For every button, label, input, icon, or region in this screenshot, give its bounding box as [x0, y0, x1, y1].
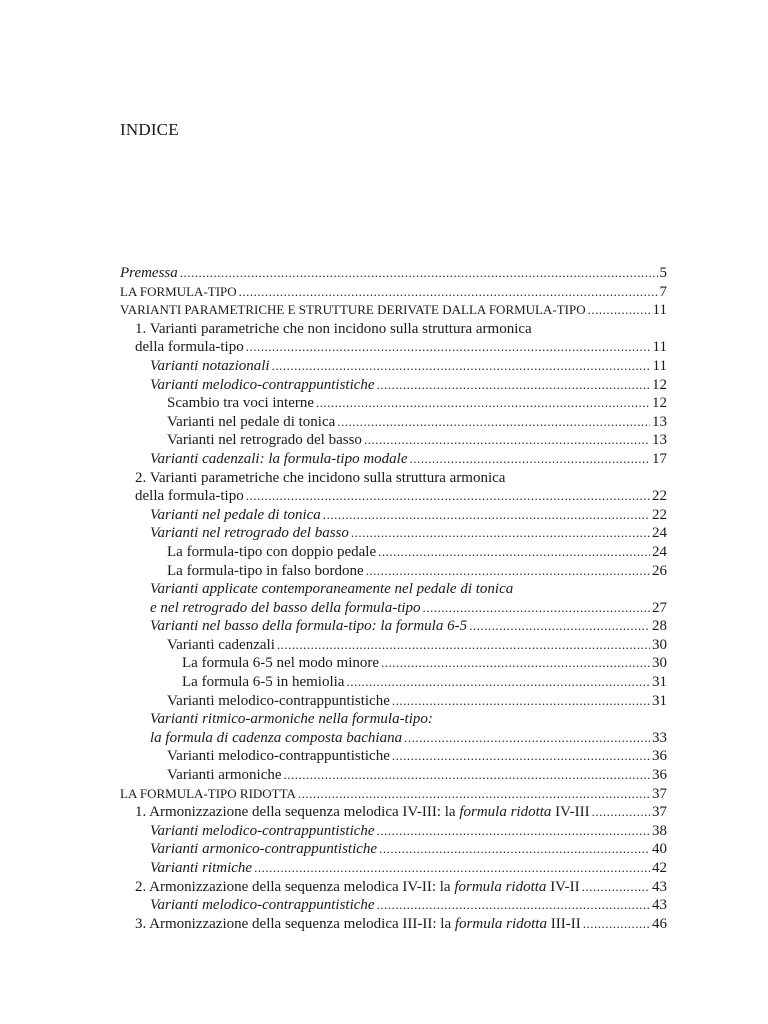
toc-entry-title-part: 2. Armonizzazione della sequenza melodica IV-II: la [135, 878, 455, 895]
toc-entry[interactable] [120, 506, 667, 525]
dot-leader [351, 524, 650, 543]
toc-page-number: 30 [652, 636, 667, 653]
toc-entry-title [167, 431, 362, 450]
toc-entry-title [150, 599, 421, 618]
dot-leader [254, 859, 650, 878]
toc-entry-title [150, 450, 407, 469]
dot-leader [246, 338, 651, 357]
toc-entry[interactable] [120, 320, 667, 339]
toc-entry-title [167, 636, 275, 655]
toc-entry[interactable] [120, 896, 667, 915]
toc-page-number: 38 [652, 822, 667, 839]
toc-entry-title [167, 692, 390, 711]
toc-entry[interactable] [120, 301, 667, 320]
toc-entry[interactable] [120, 450, 667, 469]
toc-entry-title [135, 915, 581, 934]
toc-entry-title [135, 338, 244, 357]
toc-entry[interactable] [120, 431, 667, 450]
toc-entry[interactable] [120, 413, 667, 432]
toc-entry-title [150, 896, 375, 915]
toc-page-number: 43 [652, 878, 667, 895]
toc-entry-title-part: Varianti cadenzali: la formula-tipo modale [150, 450, 408, 467]
toc-page-number: 37 [652, 785, 667, 802]
toc-entry-title [167, 394, 314, 413]
dot-leader [583, 915, 650, 934]
toc-entry-title [135, 320, 532, 339]
toc-entry-title [150, 710, 433, 729]
toc-entry[interactable] [120, 878, 667, 897]
toc-entry-title-part: Premessa [120, 265, 178, 281]
dot-leader [392, 747, 650, 766]
toc-page-number: 37 [652, 804, 667, 821]
toc-entry[interactable] [120, 673, 667, 692]
toc-page-number: 46 [652, 915, 667, 932]
toc-entry[interactable] [120, 357, 667, 376]
toc-entry[interactable] [120, 617, 667, 636]
toc-entry-title-part: IV-III [551, 804, 590, 821]
toc-entry-title-part: La formula 6-5 nel modo minore [182, 655, 380, 672]
toc-entry-title [150, 524, 349, 543]
toc-page-number: 22 [652, 488, 667, 505]
toc-entry-title-part: VARIANTI PARAMETRICHE E STRUTTURE DERIVATE DALLA FORMULA-TIPO [120, 302, 586, 318]
toc-entry-title [167, 413, 335, 432]
dot-leader [246, 487, 650, 506]
toc-entry-title-part: la formula di cadenza composta bachiana [150, 729, 403, 746]
toc-entry-title-part: LA FORMULA-TIPO [120, 283, 237, 299]
dot-leader [284, 766, 650, 785]
toc-entry-title [120, 283, 237, 302]
toc-entry-title [150, 580, 513, 599]
toc-page-number: 36 [652, 748, 667, 765]
dot-leader [323, 506, 650, 525]
toc-entry[interactable] [120, 710, 667, 729]
toc-entry-title-part: Varianti armoniche [167, 767, 282, 784]
toc-entry[interactable] [120, 524, 667, 543]
toc-entry[interactable] [120, 283, 667, 302]
toc-page-number: 28 [652, 618, 667, 635]
toc-entry-title-part: 1. Armonizzazione della sequenza melodica IV-III: la [135, 804, 460, 821]
toc-entry-title [120, 301, 586, 320]
toc-entry-title-part: LA FORMULA-TIPO RIDOTTA [120, 785, 296, 801]
toc-entry-title-part: Varianti notazionali [150, 357, 270, 374]
toc-entry-title [167, 562, 364, 581]
toc-page-number: 30 [652, 655, 667, 672]
dot-leader [272, 357, 651, 376]
toc-page-number: 12 [652, 395, 667, 412]
toc-entry-title-part: 1. Varianti parametriche che non incidono sulla struttura armonica [135, 320, 532, 337]
toc-entry-title-part: Varianti melodico-contrappuntistiche [150, 897, 375, 914]
dot-leader [423, 599, 650, 618]
toc-entry[interactable] [120, 376, 667, 395]
dot-leader [316, 394, 650, 413]
toc-entry-title [182, 654, 379, 673]
toc-entry-title-part: La formula-tipo con doppio pedale [167, 543, 377, 560]
toc-entry-title [182, 673, 344, 692]
dot-leader [239, 283, 658, 302]
toc-entry[interactable] [120, 543, 667, 562]
dot-leader [364, 431, 650, 450]
toc-entry-title [120, 785, 296, 804]
toc-page-number: 22 [652, 506, 667, 523]
toc-page-number: 27 [652, 599, 667, 616]
toc-entry-title-part: formula ridotta [454, 878, 547, 895]
toc-entry[interactable] [120, 338, 667, 357]
toc-entry-title-part: 3. Armonizzazione della sequenza melodica III-II: la [135, 915, 455, 932]
toc-entry-title-part: III-II [546, 915, 581, 932]
toc-entry-title-part: La formula 6-5 in hemiolia [182, 674, 345, 691]
toc-page-number: 26 [652, 562, 667, 579]
toc-entry[interactable] [120, 394, 667, 413]
toc-entry-title-part: La formula-tipo in falso bordone [167, 562, 364, 579]
dot-leader [298, 785, 650, 804]
toc-entry-title-part: Varianti armonico-contrappuntistiche [150, 841, 378, 858]
toc-entry[interactable] [120, 487, 667, 506]
toc-entry-title-part: Varianti ritmico-armoniche nella formula-tipo: [150, 711, 433, 728]
toc-entry[interactable] [120, 264, 667, 283]
toc-entry-title [150, 376, 375, 395]
toc-page-number: 17 [652, 450, 667, 467]
toc-entry-title-part: Varianti nel basso della formula-tipo: la formula 6-5 [150, 618, 468, 635]
toc-entry[interactable] [120, 692, 667, 711]
toc-entry-title-part: Varianti melodico-contrappuntistiche [167, 692, 390, 709]
toc-entry[interactable] [120, 562, 667, 581]
toc-entry-title-part: Varianti melodico-contrappuntistiche [167, 748, 390, 765]
toc-entry-title [135, 487, 244, 506]
toc-entry-title-part: Scambio tra voci interne [167, 395, 315, 412]
toc-page-number: 12 [652, 376, 667, 393]
toc-entry-title-part: Varianti nel retrogrado del basso [150, 525, 349, 542]
toc-page-number: 5 [659, 265, 667, 281]
toc-entry[interactable] [120, 636, 667, 655]
toc-page-number: 13 [652, 413, 667, 430]
toc-entry[interactable] [120, 803, 667, 822]
toc-entry-title-part: e nel retrogrado del basso della formula-tipo [150, 599, 421, 616]
toc-entry[interactable] [120, 580, 667, 599]
toc-entry[interactable] [120, 469, 667, 488]
dot-leader [337, 413, 650, 432]
dot-leader [404, 729, 650, 748]
toc-entry-title [150, 617, 467, 636]
toc-entry[interactable] [120, 654, 667, 673]
dot-leader [392, 692, 650, 711]
dot-leader [582, 878, 650, 897]
toc-page-number: 11 [652, 302, 667, 319]
toc-entry[interactable] [120, 859, 667, 878]
toc-entry-title-part: della formula-tipo [135, 339, 244, 356]
dot-leader [409, 450, 650, 469]
toc-entry-title-part: della formula-tipo [135, 488, 244, 505]
toc-entry-title-part: Varianti applicate contemporaneamente nel pedale di tonica [150, 581, 514, 598]
toc-entry-title-part: formula ridotta [454, 915, 547, 932]
dot-leader [377, 376, 650, 395]
toc-entry[interactable] [120, 729, 667, 748]
toc-entry-title [150, 840, 377, 859]
toc-entry-title-part: 2. Varianti parametriche che incidono sulla struttura armonica [135, 469, 506, 486]
dot-leader [378, 543, 650, 562]
toc-entry[interactable] [120, 915, 667, 934]
toc-entry-title [120, 264, 178, 283]
dot-leader [469, 617, 650, 636]
toc-entry-title [150, 729, 402, 748]
toc-entry-title [167, 543, 376, 562]
toc-entry-title-part: Varianti ritmiche [150, 860, 253, 876]
toc-entry[interactable] [120, 599, 667, 618]
page-title: INDICE [120, 120, 179, 139]
toc-page-number: 31 [652, 692, 667, 709]
table-of-contents [120, 264, 667, 933]
toc-entry-title [135, 469, 505, 488]
toc-page-number: 11 [652, 339, 667, 356]
toc-page-number: 36 [652, 767, 667, 784]
dot-leader [377, 896, 650, 915]
toc-page-number: 31 [652, 674, 667, 691]
toc-entry-title [150, 859, 252, 878]
toc-page-number: 33 [652, 729, 667, 746]
dot-leader [277, 636, 650, 655]
toc-page-number: 11 [652, 357, 667, 374]
toc-page-number: 24 [652, 525, 667, 542]
toc-entry-title [167, 766, 282, 785]
dot-leader [377, 822, 650, 841]
dot-leader [592, 803, 650, 822]
toc-entry[interactable] [120, 785, 667, 804]
toc-entry-title [150, 506, 321, 525]
dot-leader [588, 301, 651, 320]
toc-entry-title-part: Varianti nel retrogrado del basso [167, 432, 362, 449]
toc-entry-title-part: formula ridotta [459, 804, 552, 821]
toc-entry[interactable] [120, 747, 667, 766]
toc-entry-title [135, 878, 580, 897]
dot-leader [346, 673, 650, 692]
toc-entry-title [167, 747, 390, 766]
toc-entry-title [135, 803, 590, 822]
toc-entry-title-part: Varianti nel pedale di tonica [150, 506, 321, 523]
toc-page-number: 43 [652, 897, 667, 914]
dot-leader [379, 840, 650, 859]
dot-leader [381, 654, 650, 673]
toc-page-number: 24 [652, 543, 667, 560]
dot-leader [180, 264, 658, 283]
toc-entry-title [150, 822, 375, 841]
toc-entry[interactable] [120, 766, 667, 785]
toc-entry[interactable] [120, 822, 667, 841]
toc-page-number: 13 [652, 432, 667, 449]
toc-entry-title-part: Varianti melodico-contrappuntistiche [150, 822, 375, 839]
toc-page-number: 40 [652, 841, 667, 858]
dot-leader [366, 562, 650, 581]
toc-entry-title-part: Varianti cadenzali [167, 636, 275, 653]
toc-entry-title-part: Varianti nel pedale di tonica [167, 413, 336, 430]
toc-entry-title [150, 357, 270, 376]
toc-entry-title-part: IV-II [546, 878, 580, 895]
toc-entry-title-part: Varianti melodico-contrappuntistiche [150, 376, 375, 393]
toc-page-number: 42 [652, 860, 667, 876]
toc-entry[interactable] [120, 840, 667, 859]
toc-page-number: 7 [659, 283, 667, 300]
